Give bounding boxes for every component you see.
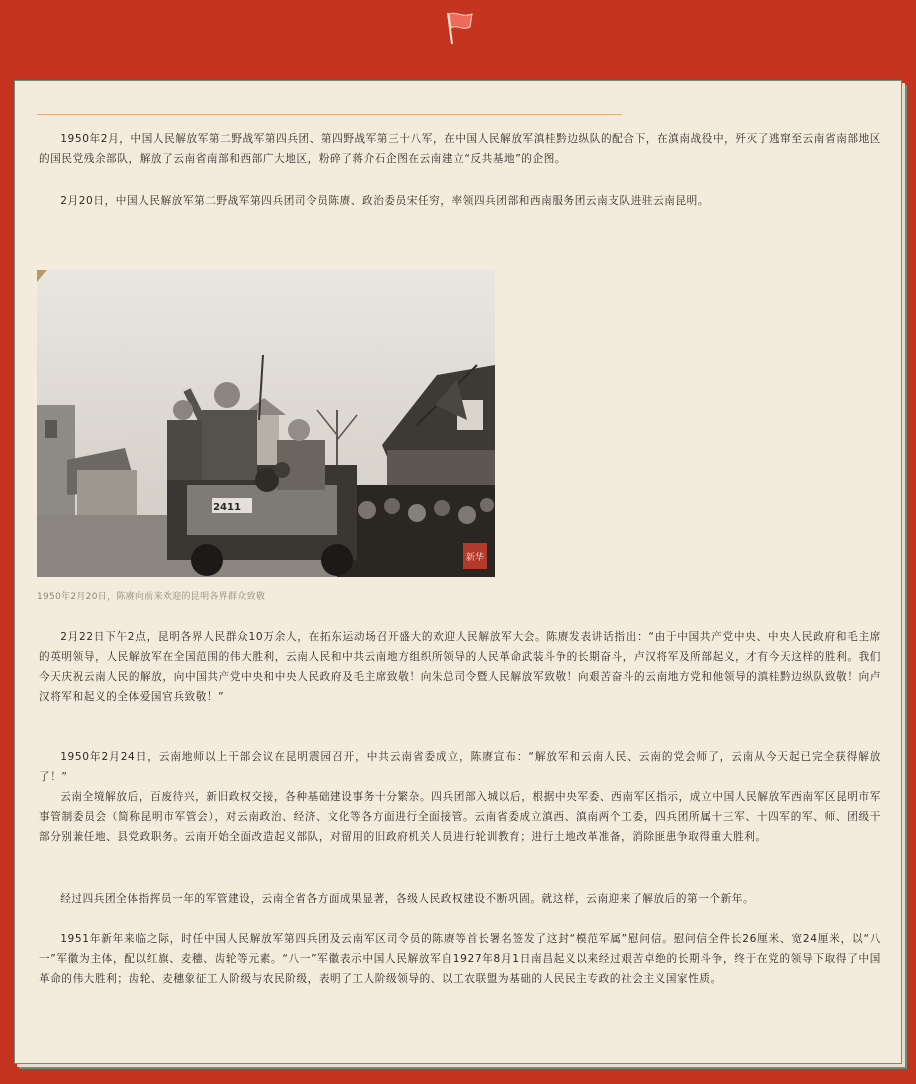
article-paragraph: 2月20日，中国人民解放军第二野战军第四兵团司令员陈赓、政治委员宋任穷，率领四兵团部和西南服务团云南支队进驻云南昆明。 bbox=[60, 195, 710, 207]
article-paragraph: 1950年2月，中国人民解放军第二野战军第四兵团、第四野战军第三十八军，在中国人民解放军滇桂黔边纵队的配合下，在滇南战役中，歼灭了逃窜至云南省南部地区的国民党残余部队，解放了云南省南部和西部广大地区，粉碎了蒋介石企图在云南建立“反共基地”的企图。 bbox=[39, 133, 881, 165]
article-paragraph: 2月22日下午2点，昆明各界人民群众10万余人，在拓东运动场召开盛大的欢迎人民解放军大会。陈赓发表讲话指出：“由于中国共产党中央、中央人民政府和毛主席的英明领导，人民解放军在全国范围的伟大胜利，云南人民和中共云南地方组织所领导的人民革命武装斗争的长期奋斗，卢汉将军及所部起义，才有今天这样的胜利。我们今天庆祝云南人民的解放，向中国共产党中央和中央人民政府及毛主席致敬！向朱总司令暨人民解放军致敬！向艰苦奋斗的云南地方党和他领导的滇桂黔边纵队致敬！向卢汉将军和起义的全体爱国官兵致敬！” bbox=[39, 631, 881, 703]
photo-seal: 新华 bbox=[465, 553, 485, 563]
license-plate: 2411 bbox=[213, 502, 241, 513]
article-paragraph: 经过四兵团全体指挥员一年的军管建设，云南全省各方面成果显著，各级人民政权建设不断巩固。就这样，云南迎来了解放后的第一个新年。 bbox=[60, 893, 755, 905]
photo-caption: 1950年2月20日，陈赓向前来欢迎的昆明各界群众致敬 bbox=[37, 592, 266, 602]
article-paragraph: 云南全境解放后，百废待兴，新旧政权交接，各种基础建设事务十分繁杂。四兵团部入城以后，根据中央军委、西南军区指示，成立中国人民解放军西南军区昆明市军事管制委员会（简称昆明市军管会），对云南政治、经济、文化等各方面进行全面接管。云南省委成立滇西、滇南两个工委，四兵团所属十三军、十四军的军、师、团级干部分别兼任地、县党政职务。云南开始全面改造起义部队，对留用的旧政府机关人员进行轮训教育；进行土地改革准备，消除匪患争取得重大胜利。 bbox=[39, 791, 881, 843]
article-card bbox=[14, 80, 902, 1064]
article-paragraph: 1951年新年来临之际，时任中国人民解放军第四兵团及云南军区司令员的陈赓等首长署名签发了这封“模范军属”慰问信。慰问信全件长26厘米、宽24厘米，以“八一”军徽为主体，配以红旗、麦穗、齿轮等元素。“八一”军徽表示中国人民解放军自1927年8月1日南昌起义以来经过艰苦卓绝的长期斗争，终于在党的领导下取得了中国革命的伟大胜利；齿轮、麦穗象征工人阶级与农民阶级，表明了工人阶级领导的、以工农联盟为基础的人民民主专政的社会主义国家性质。 bbox=[39, 933, 881, 985]
red-flag-icon bbox=[442, 10, 476, 46]
historical-photo bbox=[37, 270, 495, 577]
article-paragraph: 1950年2月24日，云南地师以上干部会议在昆明震园召开，中共云南省委成立，陈赓宣布：“解放军和云南人民、云南的党会师了，云南从今天起已完全获得解放了！” bbox=[39, 751, 881, 783]
decorative-rule bbox=[37, 114, 622, 115]
